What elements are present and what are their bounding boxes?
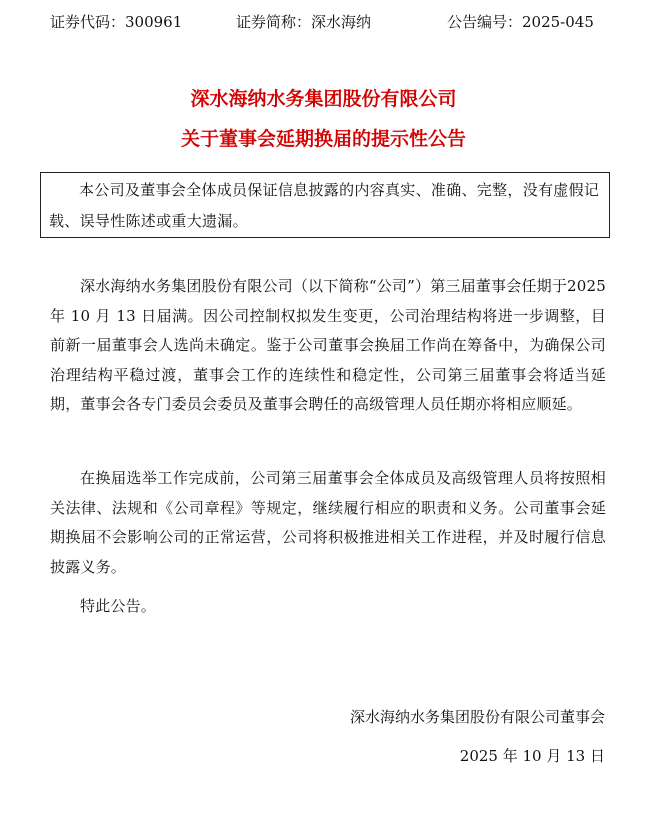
stock-abbreviation: 证券简称：深水海纳 xyxy=(236,13,372,31)
paragraph-text: 深水海纳水务集团股份有限公司（以下简称“公司”）第三届董事会任期于2025 年 10 月 13 日届满。因公司控制权拟发生变更，公司治理结构将进一步调整，目前新一届董事会人选尚未确定。鉴于公司董事会换届工作尚在筹备中，为确保公司治理结构平稳过渡，董事会工作的连续性和稳定性，公司第三届董事会将适当延期，董事会各专门委员会委员及董事会聘任的高级管理人员任期亦将相应顺延。 xyxy=(50,277,606,414)
body-paragraph-2 xyxy=(50,464,606,582)
body-paragraph-1 xyxy=(50,272,606,420)
disclosure-notice-box: 本公司及董事会全体成员保证信息披露的内容真实、准确、完整，没有虚假记载、误导性陈述或重大遗漏。 xyxy=(40,172,610,238)
signature-company: 深水海纳水务集团股份有限公司董事会 xyxy=(349,708,605,726)
signature-date: 2025 年 10 月 13 日 xyxy=(459,747,605,765)
announcement-title: 关于董事会延期换届的提示性公告 xyxy=(180,128,466,150)
company-title: 深水海纳水务集团股份有限公司 xyxy=(190,88,457,110)
closing-statement xyxy=(50,592,606,622)
paragraph-text: 在换届选举工作完成前，公司第三届董事会全体成员及高级管理人员将按照相关法律、法规和《公司章程》等规定，继续履行相应的职责和义务。公司董事会延期换届不会影响公司的正常运营，公司将积极推进相关工作进程，并及时履行信息披露义务。 xyxy=(50,469,606,576)
announcement-header xyxy=(0,8,647,36)
announcement-number: 公告编号：2025-045 xyxy=(447,13,594,31)
stock-code: 证券代码：300961 xyxy=(50,13,183,31)
paragraph-text: 特此公告。 xyxy=(80,597,157,615)
